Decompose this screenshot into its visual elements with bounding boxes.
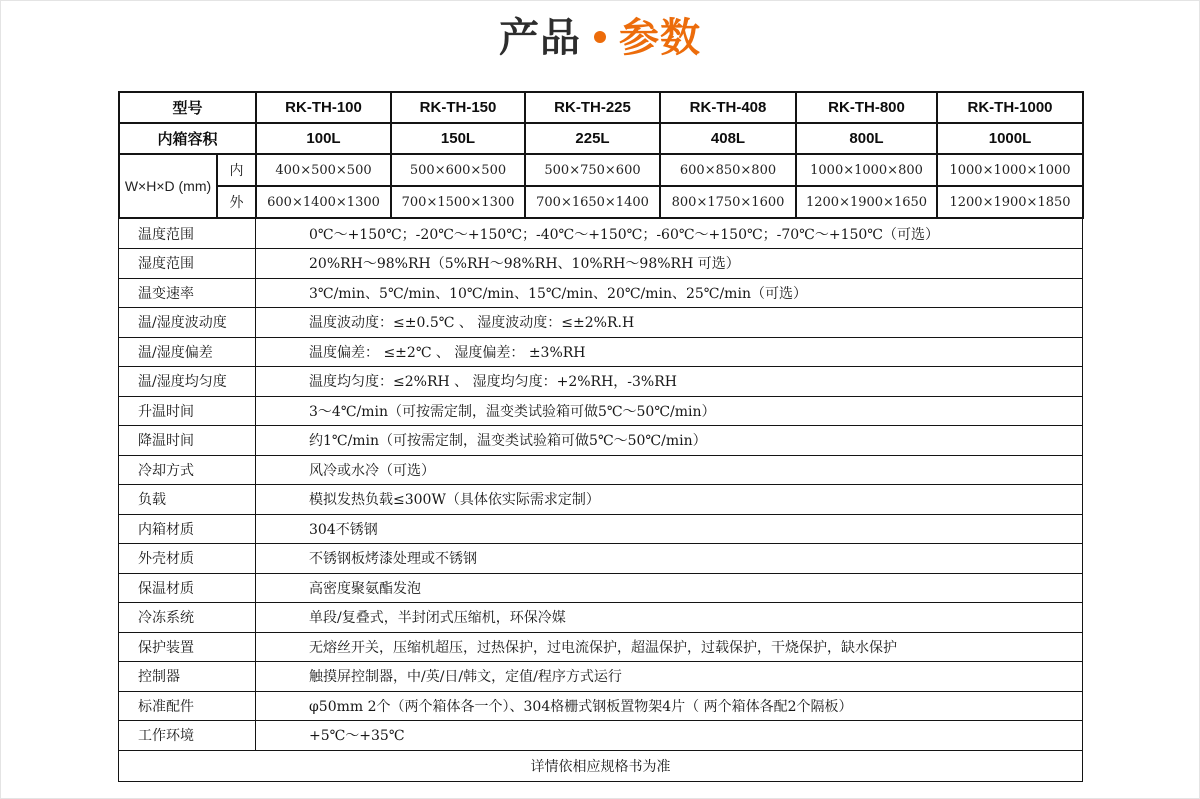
spec-label: 温度范围 — [119, 219, 256, 249]
spec-value: 温度均匀度：≤2%RH 、 湿度均匀度：+2%RH，-3%RH — [256, 367, 1083, 397]
spec-label: 冷却方式 — [119, 455, 256, 485]
spec-value: 无熔丝开关，压缩机超压，过热保护，过电流保护，超温保护，过载保护，干烧保护，缺水保护 — [256, 632, 1083, 662]
spec-row — [119, 367, 1083, 397]
spec-label: 降温时间 — [119, 426, 256, 456]
spec-label: 内箱材质 — [119, 514, 256, 544]
spec-value: 高密度聚氨酯发泡 — [256, 573, 1083, 603]
spec-value: 20%RH～98%RH（5%RH～98%RH、10%RH～98%RH 可选） — [256, 249, 1083, 279]
model-row — [119, 92, 1083, 123]
inner-dim-cell: 400×500×500 — [256, 154, 391, 186]
spec-row — [119, 219, 1083, 249]
model-cell: RK-TH-408 — [660, 92, 796, 123]
model-cell: RK-TH-800 — [796, 92, 937, 123]
spec-row — [119, 485, 1083, 515]
spec-row — [119, 455, 1083, 485]
model-cell: RK-TH-100 — [256, 92, 391, 123]
spec-row — [119, 691, 1083, 721]
volume-cell: 100L — [256, 123, 391, 154]
spec-row — [119, 632, 1083, 662]
model-row-label: 型号 — [119, 92, 256, 123]
title-product-text: 产品 — [499, 14, 581, 61]
outer-dimension-row — [119, 186, 1083, 218]
spec-value: 模拟发热负载≤300W（具体依实际需求定制） — [256, 485, 1083, 515]
spec-label: 冷冻系统 — [119, 603, 256, 633]
spec-label: 温变速率 — [119, 278, 256, 308]
spec-row — [119, 396, 1083, 426]
inner-dim-cell: 600×850×800 — [660, 154, 796, 186]
outer-dim-cell: 1200×1900×1850 — [937, 186, 1083, 218]
spec-value: 单段/复叠式，半封闭式压缩机，环保冷媒 — [256, 603, 1083, 633]
outer-dim-cell: 700×1500×1300 — [391, 186, 525, 218]
model-cell: RK-TH-1000 — [937, 92, 1083, 123]
spec-label: 保护装置 — [119, 632, 256, 662]
inner-dim-cell: 500×750×600 — [525, 154, 660, 186]
spec-value: 3℃/min、5℃/min、10℃/min、15℃/min、20℃/min、25℃/min（可选） — [256, 278, 1083, 308]
volume-cell: 1000L — [937, 123, 1083, 154]
spec-label: 控制器 — [119, 662, 256, 692]
spec-label: 标准配件 — [119, 691, 256, 721]
dimensions-label: W×H×D (mm) — [119, 154, 217, 218]
spec-value: 约1℃/min（可按需定制，温变类试验箱可做5℃～50℃/min） — [256, 426, 1083, 456]
specifications-table — [118, 219, 1083, 782]
spec-row — [119, 662, 1083, 692]
spec-row — [119, 308, 1083, 338]
outer-dim-cell: 800×1750×1600 — [660, 186, 796, 218]
inner-dim-cell: 1000×1000×800 — [796, 154, 937, 186]
spec-value: 不锈钢板烤漆处理或不锈钢 — [256, 544, 1083, 574]
title-dot-icon — [594, 31, 606, 43]
inner-label: 内 — [217, 154, 256, 186]
spec-row — [119, 544, 1083, 574]
volume-row-label: 内箱容积 — [119, 123, 256, 154]
spec-row — [119, 573, 1083, 603]
spec-value: 风冷或水冷（可选） — [256, 455, 1083, 485]
model-table — [118, 91, 1084, 219]
page-title — [0, 14, 1200, 62]
footer-note: 详情依相应规格书为准 — [119, 750, 1083, 781]
footer-row — [119, 750, 1083, 781]
volume-row — [119, 123, 1083, 154]
spec-row — [119, 603, 1083, 633]
volume-cell: 225L — [525, 123, 660, 154]
spec-value: 3～4℃/min（可按需定制，温变类试验箱可做5℃～50℃/min） — [256, 396, 1083, 426]
volume-cell: 150L — [391, 123, 525, 154]
spec-value: 0℃～+150℃；-20℃～+150℃；-40℃～+150℃；-60℃～+150℃；-70℃～+150℃（可选） — [256, 219, 1083, 249]
spec-label: 温/湿度均匀度 — [119, 367, 256, 397]
spec-value: φ50mm 2个（两个箱体各一个）、304格栅式钢板置物架4片（ 两个箱体各配2个隔板） — [256, 691, 1083, 721]
spec-row — [119, 721, 1083, 751]
inner-dimension-row — [119, 154, 1083, 186]
inner-dim-cell: 1000×1000×1000 — [937, 154, 1083, 186]
spec-value: +5℃～+35℃ — [256, 721, 1083, 751]
spec-label: 温/湿度偏差 — [119, 337, 256, 367]
spec-value: 温度偏差： ≤±2℃ 、 湿度偏差： ±3%RH — [256, 337, 1083, 367]
spec-row — [119, 426, 1083, 456]
spec-value: 触摸屏控制器，中/英/日/韩文，定值/程序方式运行 — [256, 662, 1083, 692]
spec-row — [119, 278, 1083, 308]
inner-dim-cell: 500×600×500 — [391, 154, 525, 186]
volume-cell: 800L — [796, 123, 937, 154]
spec-value: 304不锈钢 — [256, 514, 1083, 544]
spec-label: 保温材质 — [119, 573, 256, 603]
model-cell: RK-TH-225 — [525, 92, 660, 123]
spec-row — [119, 514, 1083, 544]
spec-value: 温度波动度：≤±0.5℃ 、 湿度波动度：≤±2%R.H — [256, 308, 1083, 338]
spec-label: 湿度范围 — [119, 249, 256, 279]
outer-dim-cell: 700×1650×1400 — [525, 186, 660, 218]
spec-label: 升温时间 — [119, 396, 256, 426]
spec-row — [119, 337, 1083, 367]
title-params-text: 参数 — [619, 14, 701, 61]
volume-cell: 408L — [660, 123, 796, 154]
outer-dim-cell: 1200×1900×1650 — [796, 186, 937, 218]
spec-row — [119, 249, 1083, 279]
outer-dim-cell: 600×1400×1300 — [256, 186, 391, 218]
spec-label: 温/湿度波动度 — [119, 308, 256, 338]
spec-table — [118, 91, 1082, 782]
spec-label: 外壳材质 — [119, 544, 256, 574]
spec-label: 负载 — [119, 485, 256, 515]
spec-label: 工作环境 — [119, 721, 256, 751]
outer-label: 外 — [217, 186, 256, 218]
model-cell: RK-TH-150 — [391, 92, 525, 123]
